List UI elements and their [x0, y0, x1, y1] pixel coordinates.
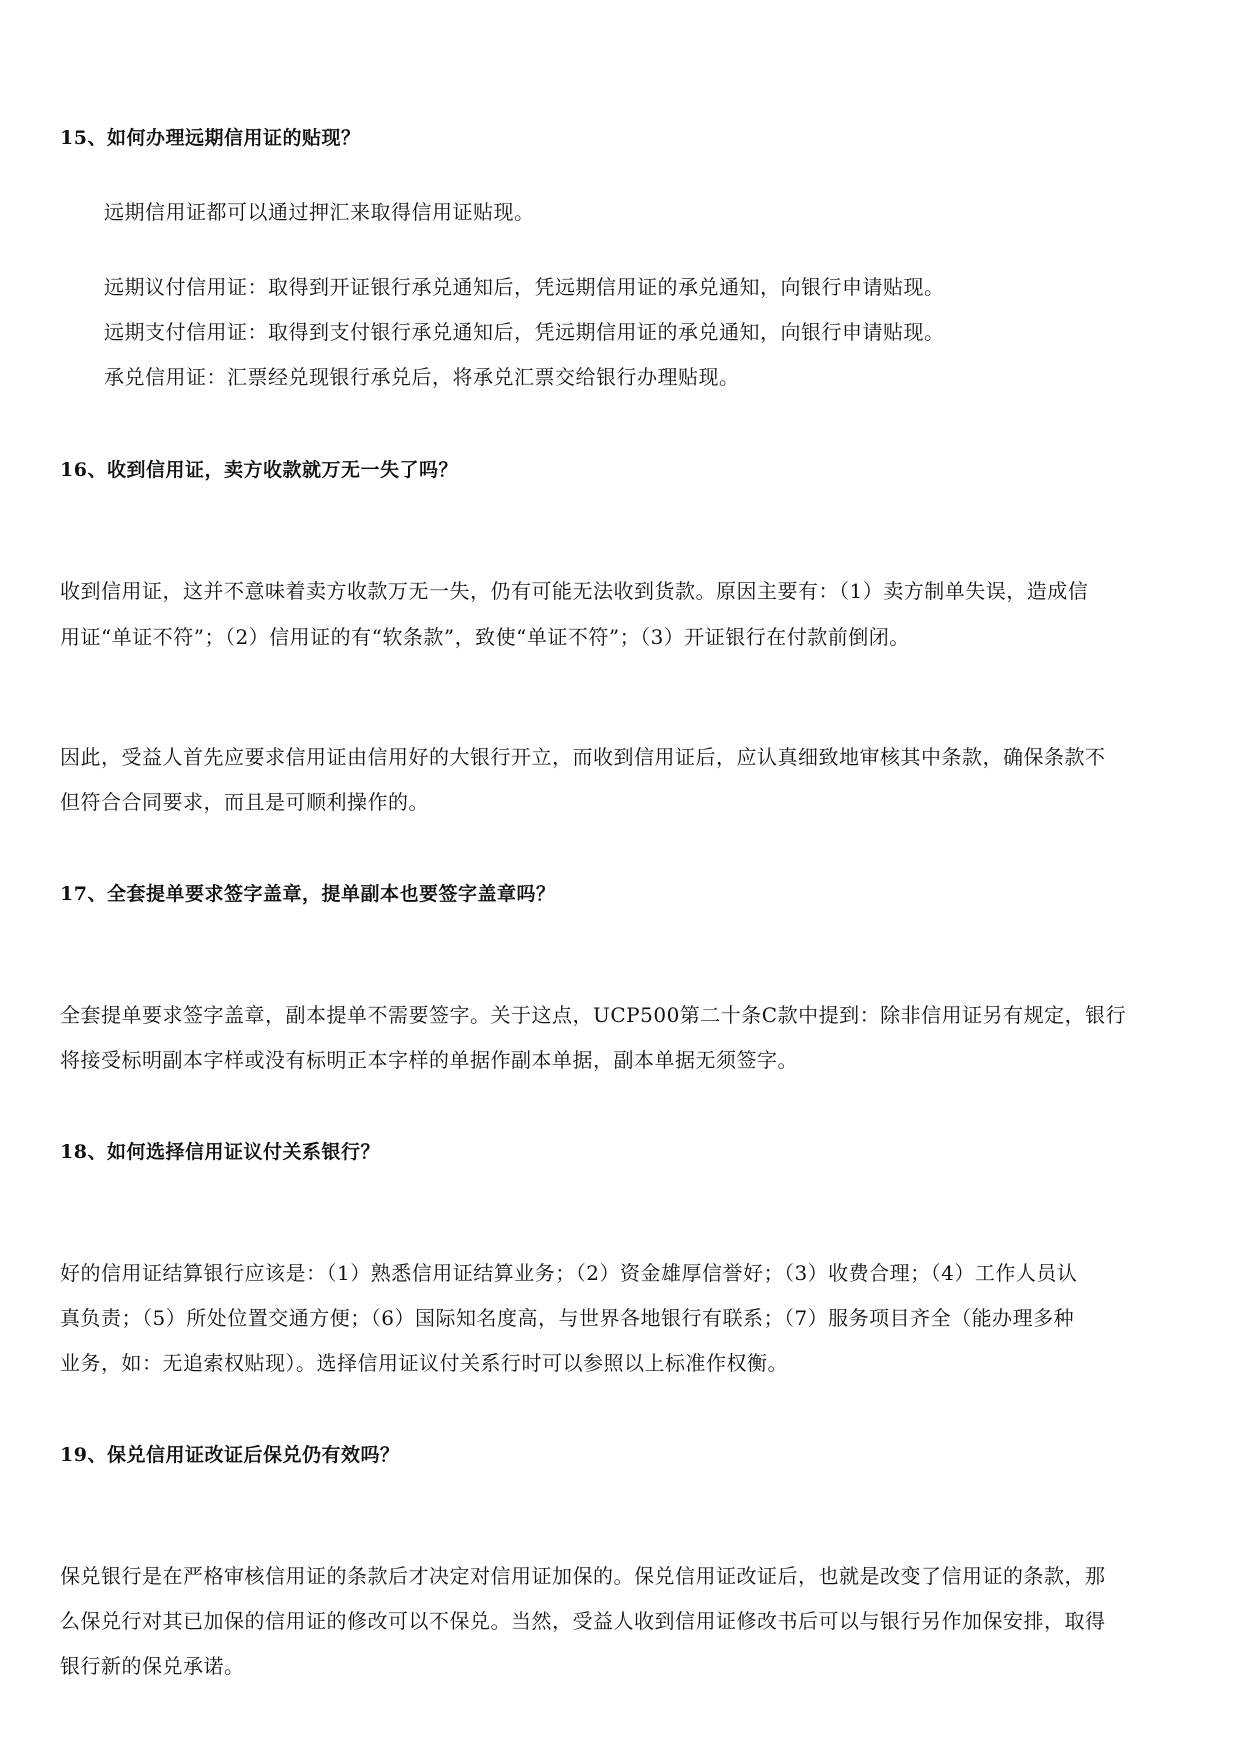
section-16-paragraph: 用证“单证不符”；（2）信用证的有“软条款”，致使“单证不符”；（3）开证银行在付款前倒闭。	[60, 625, 910, 649]
section-18-heading: 18、如何选择信用证议付关系银行？	[60, 1141, 380, 1163]
section-18-paragraph: 业务，如：无追索权贴现）。选择信用证议付关系行时可以参照以上标准作权衡。	[60, 1351, 788, 1375]
section-15-paragraph: 远期议付信用证：取得到开证银行承兑通知后，凭远期信用证的承兑通知，向银行申请贴现。	[104, 275, 945, 299]
section-17-paragraph: 将接受标明副本字样或没有标明正本字样的单据作副本单据，副本单据无须签字。	[60, 1048, 798, 1072]
section-17-heading: 17、全套提单要求签字盖章，提单副本也要签字盖章吗？	[60, 883, 556, 905]
section-19-paragraph: 么保兑行对其已加保的信用证的修改可以不保兑。当然，受益人收到信用证修改书后可以与银行另作加保安排，取得	[60, 1609, 1106, 1633]
section-18-paragraph: 真负责；（5）所处位置交通方便；（6）国际知名度高，与世界各地银行有联系；（7）服务项目齐全（能办理多种	[60, 1306, 1075, 1330]
section-18-paragraph: 好的信用证结算银行应该是：（1）熟悉信用证结算业务；（2）资金雄厚信誉好；（3）收费合理；（4）工作人员认	[60, 1261, 1078, 1285]
section-16-heading: 16、收到信用证，卖方收款就万无一失了吗？	[60, 459, 458, 481]
section-19-heading: 19、保兑信用证改证后保兑仍有效吗？	[60, 1444, 400, 1466]
section-16-paragraph: 收到信用证，这并不意味着卖方收款万无一失，仍有可能无法收到货款。原因主要有：（1）卖方制单失误，造成信	[60, 579, 1089, 603]
section-15-paragraph: 承兑信用证：汇票经兑现银行承兑后，将承兑汇票交给银行办理贴现。	[104, 365, 740, 389]
section-19-paragraph: 保兑银行是在严格审核信用证的条款后才决定对信用证加保的。保兑信用证改证后，也就是改变了信用证的条款，那	[60, 1564, 1106, 1588]
section-15-paragraph: 远期信用证都可以通过押汇来取得信用证贴现。	[104, 200, 535, 224]
section-15-paragraph: 远期支付信用证：取得到支付银行承兑通知后，凭远期信用证的承兑通知，向银行申请贴现。	[104, 320, 945, 344]
section-16-paragraph: 因此，受益人首先应要求信用证由信用好的大银行开立，而收到信用证后，应认真细致地审核其中条款，确保条款不	[60, 745, 1106, 769]
section-15-heading: 15、如何办理远期信用证的贴现？	[60, 127, 361, 149]
section-17-paragraph: 全套提单要求签字盖章，副本提单不需要签字。关于这点，UCP500第二十条C款中提到：除非信用证另有规定，银行	[60, 1003, 1127, 1027]
section-19-paragraph: 银行新的保兑承诺。	[60, 1654, 245, 1678]
section-16-paragraph: 但符合合同要求，而且是可顺利操作的。	[60, 790, 429, 814]
